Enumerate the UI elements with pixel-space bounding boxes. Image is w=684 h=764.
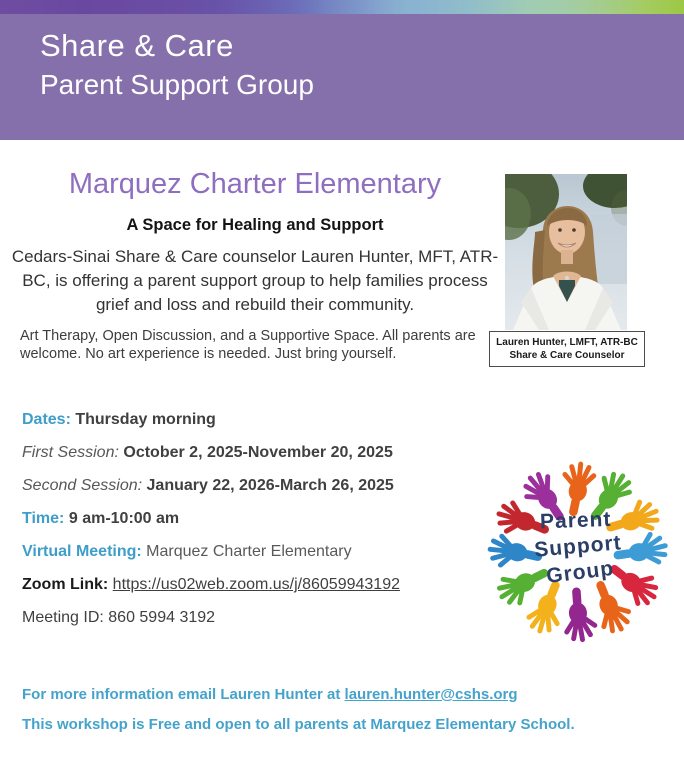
details-block xyxy=(22,410,492,641)
subheading: A Space for Healing and Support xyxy=(126,216,384,234)
parent-support-group-logo xyxy=(476,448,680,658)
footer-free-note: This workshop is Free and open to all parents at Marquez Elementary School. xyxy=(22,716,575,733)
logo-text-line1: Parent xyxy=(539,507,612,534)
first-session-row xyxy=(22,443,492,463)
time-label: Time: xyxy=(22,510,65,527)
dates-value: Thursday morning xyxy=(75,411,216,428)
meeting-id-label: Meeting ID: xyxy=(22,609,104,626)
virtual-meeting-label: Virtual Meeting: xyxy=(22,543,142,560)
page-title: Marquez Charter Elementary xyxy=(68,168,442,200)
second-session-row xyxy=(22,476,492,496)
logo-text-line3: Group xyxy=(545,556,616,588)
first-session-label: First Session: xyxy=(22,444,119,461)
meeting-id-row xyxy=(22,608,492,628)
logo-text-line2: Support xyxy=(533,531,623,562)
time-value: 9 am-10:00 am xyxy=(68,510,180,527)
header-banner xyxy=(0,14,684,140)
zoom-link-label: Zoom Link: xyxy=(22,576,109,593)
dates-row xyxy=(22,410,492,430)
footer-contact-line xyxy=(22,686,662,703)
zoom-link[interactable]: https://us02web.zoom.us/j/86059943192 xyxy=(112,576,400,593)
counselor-photo xyxy=(505,174,627,330)
intro-paragraph: Cedars-Sinai Share & Care counselor Lauren Hunter, MFT, ATR-BC, is offering a parent support group to help families process grief and loss and rebuild their community. xyxy=(11,247,499,314)
photo-caption-line2: Share & Care Counselor xyxy=(509,350,625,361)
time-row xyxy=(22,509,492,529)
footer-contact-text: For more information email Lauren Hunter at xyxy=(22,686,345,703)
photo-caption-box xyxy=(489,331,645,367)
email-link[interactable]: lauren.hunter@cshs.org xyxy=(344,686,518,703)
first-session-value: October 2, 2025-November 20, 2025 xyxy=(123,444,393,461)
second-session-value: January 22, 2026-March 26, 2025 xyxy=(146,477,394,494)
virtual-meeting-value: Marquez Charter Elementary xyxy=(146,543,352,560)
meeting-id-value: 860 5994 3192 xyxy=(108,609,216,626)
dates-label: Dates: xyxy=(22,411,71,428)
banner-subtitle: Parent Support Group xyxy=(40,69,314,100)
photo-caption-line1: Lauren Hunter, LMFT, ATR-BC xyxy=(496,337,638,348)
zoom-link-row xyxy=(22,575,492,595)
virtual-meeting-row xyxy=(22,542,492,562)
art-note-paragraph: Art Therapy, Open Discussion, and a Supportive Space. All parents are welcome. No art experience is needed. Just bring yourself. xyxy=(20,328,476,362)
second-session-label: Second Session: xyxy=(22,477,143,494)
watercolor-strip xyxy=(0,0,684,14)
banner-title: Share & Care xyxy=(40,28,234,63)
